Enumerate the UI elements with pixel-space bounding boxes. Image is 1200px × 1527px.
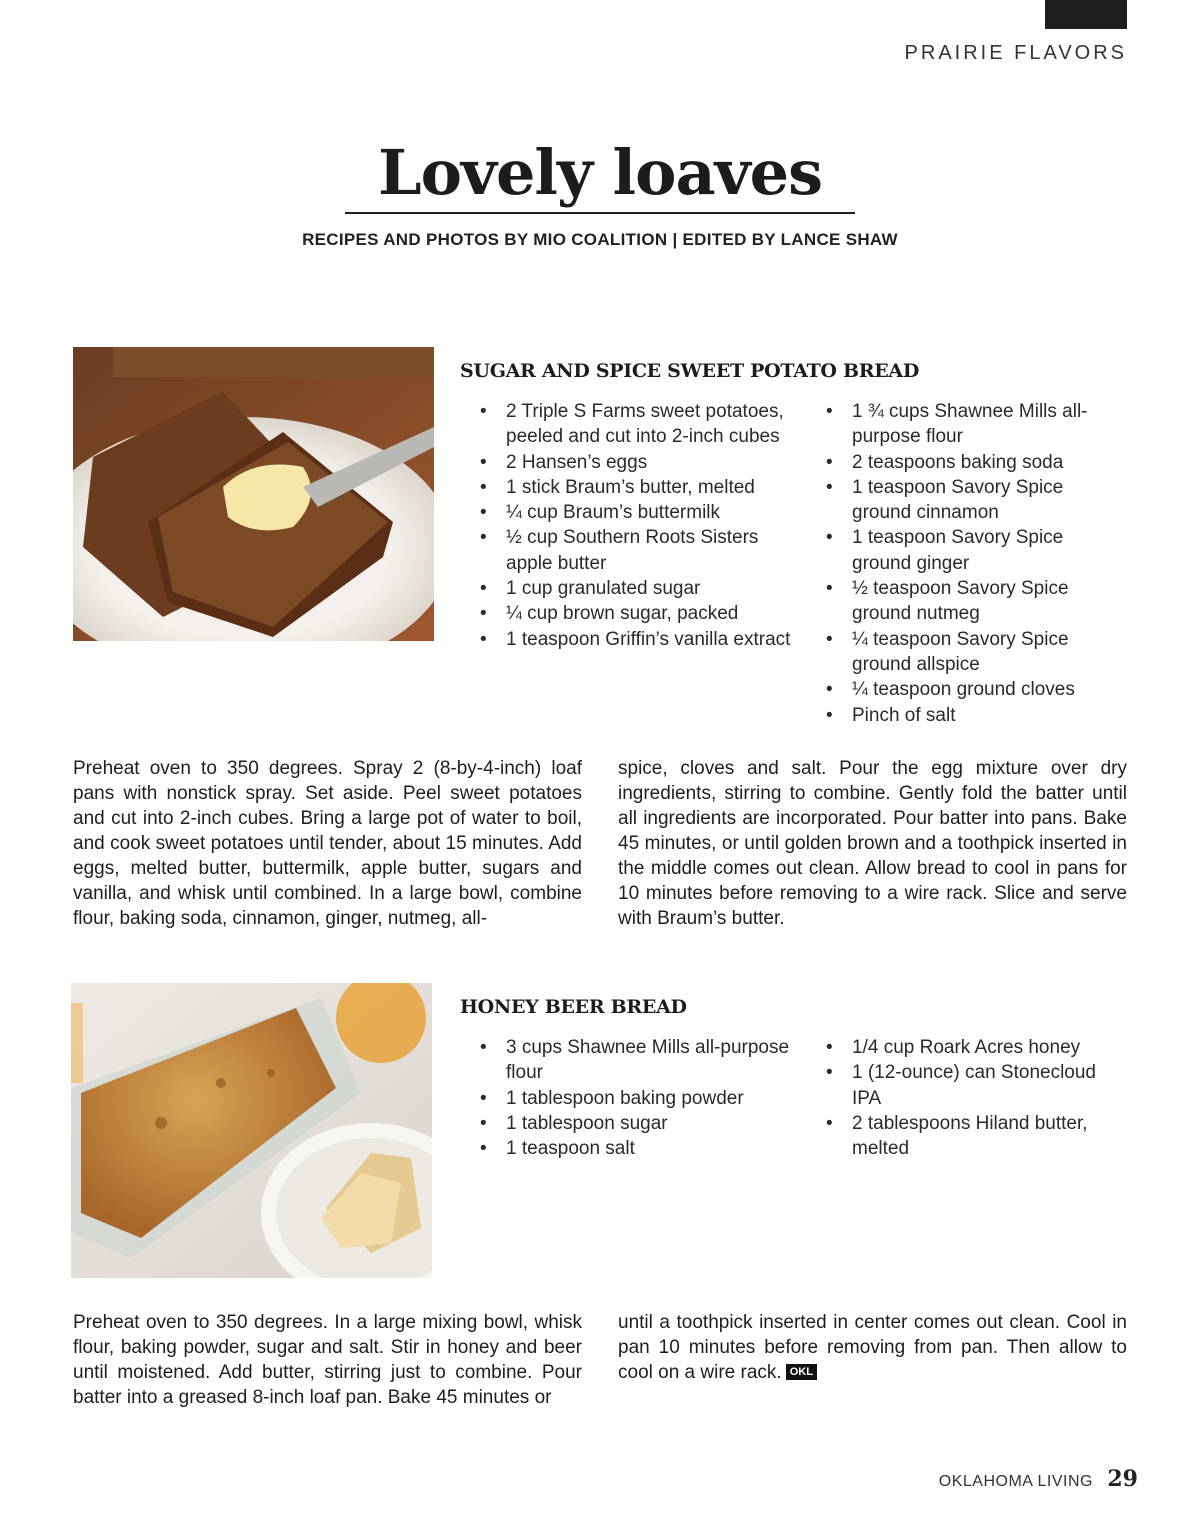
list-item: • 1 tablespoon baking powder (460, 1086, 800, 1111)
recipe-title: SUGAR AND SPICE SWEET POTATO BREAD (460, 360, 920, 382)
ingredient-list-right (806, 399, 1106, 728)
directions-right: spice, cloves and salt. Pour the egg mixture over dry ingredients, stirring to combine. Gently fold the batter until all ingredients are incorporated. Pour batter into pans. Bake 45 minutes, or until golden brown and a toothpick inserted in the middle comes out clean. Allow bread to cool in pans for 10 minutes before removing to a wire rack. Slice and serve with Braum’s butter. (618, 758, 1127, 929)
end-mark-badge: OKL (786, 1364, 817, 1380)
ingredient-list-left (460, 399, 800, 652)
list-item: • 2 teaspoons baking soda (806, 450, 1106, 475)
list-item: • 1 stick Braum’s butter, melted (460, 475, 800, 500)
directions-left: Preheat oven to 350 degrees. In a large mixing bowl, whisk flour, baking powder, sugar and salt. Stir in honey and beer until moistened. Add butter, stirring just to combine. Pour batter into a greased 8-inch loaf pan. Bake 45 minutes or (73, 1312, 582, 1408)
list-item: • ½ teaspoon Savory Spice ground nutmeg (806, 576, 1106, 627)
page-number: 29 (1107, 1466, 1138, 1492)
list-item: • 1 teaspoon Savory Spice ground cinnamon (806, 475, 1106, 526)
directions-text: until a toothpick inserted in center comes out clean. Cool in pan 10 minutes before removing from pan. Then allow to cool on a wire rack. (618, 1312, 1127, 1383)
list-item: • 2 Triple S Farms sweet potatoes, peeled and cut into 2-inch cubes (460, 399, 800, 450)
ingredient-list-left (460, 1035, 800, 1161)
title-divider (345, 212, 855, 214)
page-title: Lovely loaves (377, 136, 823, 209)
list-item: • ¼ teaspoon ground cloves (806, 677, 1106, 702)
list-item: • ¼ cup brown sugar, packed (460, 601, 800, 626)
sweet-potato-bread-photo (73, 347, 434, 641)
recipe-title: HONEY BEER BREAD (460, 996, 687, 1018)
list-item: • 2 Hansen’s eggs (460, 450, 800, 475)
list-item: • Pinch of salt (806, 703, 1106, 728)
list-item: • ½ cup Southern Roots Sisters apple butter (460, 525, 800, 576)
byline: RECIPES AND PHOTOS BY MIO COALITION | EDITED BY LANCE SHAW (302, 230, 898, 249)
corner-block (1045, 0, 1127, 29)
list-item: • 1 teaspoon Savory Spice ground ginger (806, 525, 1106, 576)
list-item: • 1 teaspoon Griffin’s vanilla extract (460, 627, 800, 652)
section-label: PRAIRIE FLAVORS (904, 42, 1127, 64)
list-item: • 1 teaspoon salt (460, 1136, 800, 1161)
list-item: • 1/4 cup Roark Acres honey (806, 1035, 1106, 1060)
directions-left: Preheat oven to 350 degrees. Spray 2 (8-by-4-inch) loaf pans with nonstick spray. Set aside. Peel sweet potatoes and cut into 2-inch cubes. Bring a large pot of water to boil, and cook sweet potatoes until tender, about 15 minutes. Add eggs, melted butter, buttermilk, apple butter, sugars and vanilla, and whisk until combined. In a large bowl, combine flour, baking soda, cinnamon, ginger, nutmeg, all- (73, 758, 582, 929)
list-item: • 1 (12-ounce) can Stonecloud IPA (806, 1060, 1106, 1111)
list-item: • 1 ¾ cups Shawnee Mills all-purpose flour (806, 399, 1106, 450)
ingredient-list-right (806, 1035, 1106, 1161)
list-item: • ¼ cup Braum’s buttermilk (460, 500, 800, 525)
list-item: • ¼ teaspoon Savory Spice ground allspice (806, 627, 1106, 678)
footer-magazine-name: OKLAHOMA LIVING (938, 1473, 1093, 1490)
honey-beer-bread-photo (71, 983, 432, 1278)
list-item: • 1 cup granulated sugar (460, 576, 800, 601)
list-item: • 3 cups Shawnee Mills all-purpose flour (460, 1035, 800, 1086)
directions-right (618, 1310, 1127, 1385)
list-item: • 1 tablespoon sugar (460, 1111, 800, 1136)
list-item: • 2 tablespoons Hiland butter, melted (806, 1111, 1106, 1162)
